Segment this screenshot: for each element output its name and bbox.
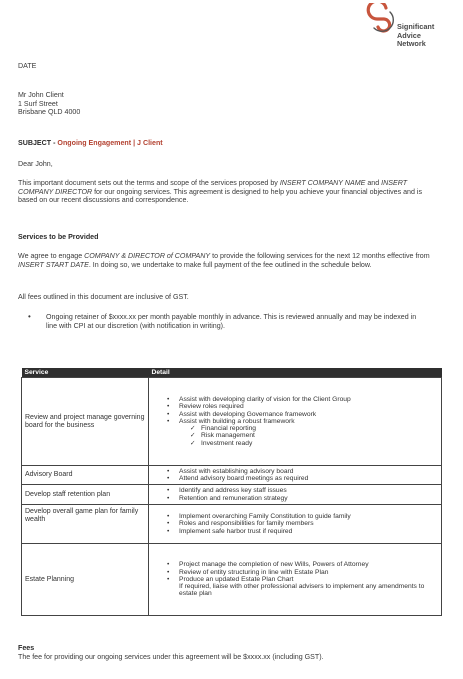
recipient-address	[18, 91, 80, 117]
header-detail: Detail	[149, 368, 442, 378]
logo-text	[397, 23, 434, 49]
logo-mark-icon	[366, 3, 396, 33]
agree-text-2: to provide the following services for the next 12 months effective from	[210, 252, 430, 260]
subject-line	[18, 139, 163, 148]
intro-company-name: INSERT COMPANY NAME	[279, 179, 366, 187]
table-row	[22, 485, 442, 505]
intro-text-2: and	[365, 179, 382, 187]
detail-cell	[149, 485, 442, 505]
detail-item: • Implement safe harbor trust if required	[149, 528, 439, 535]
check-item: ✓ Risk management	[149, 432, 439, 439]
detail-item: • Produce an updated Estate Plan Chart	[149, 576, 439, 583]
agree-company: COMPANY & DIRECTOR of COMPANY	[84, 252, 211, 260]
retainer-text: Ongoing retainer of $xxxx.xx per month payable monthly in advance. This is reviewed annually and may be indexed in line with CPI at our discretion (with notification in writing).	[46, 313, 417, 330]
detail-cell	[149, 378, 442, 466]
company-logo	[366, 3, 458, 59]
service-cell: Advisory Board	[22, 466, 149, 485]
recipient-street: 1 Surf Street	[18, 99, 58, 108]
detail-item: • Assist with developing Governance framework	[149, 411, 439, 418]
intro-text-1: This important document sets out the terms and scope of the services proposed by	[18, 179, 280, 187]
gst-note: All fees outlined in this document are inclusive of GST.	[18, 293, 189, 301]
table-row	[22, 378, 442, 466]
detail-item: • Attend advisory board meetings as required	[149, 475, 439, 482]
subject-prefix: SUBJECT -	[18, 139, 58, 147]
logo-line-1: Significant	[397, 22, 435, 31]
check-item: ✓ Investment ready	[149, 440, 439, 447]
service-cell: Review and project manage governing board for the business	[22, 378, 149, 466]
check-item: ✓ Financial reporting	[149, 425, 439, 432]
logo-line-2: Advice	[397, 30, 421, 40]
subject-text: Ongoing Engagement | J Client	[57, 139, 163, 147]
recipient-name: Mr John Client	[18, 91, 64, 99]
salutation: Dear John,	[18, 160, 53, 168]
fees-text: The fee for providing our ongoing services under this agreement will be $xxxx.xx (including GST).	[18, 653, 324, 661]
detail-note: If required, liaise with other professional advisers to implement any amendments to estate plan	[179, 583, 425, 598]
detail-cell	[149, 466, 442, 485]
service-cell: Develop overall game plan for family wealth	[22, 505, 149, 544]
detail-item: • Identify and address key staff issues	[149, 487, 439, 494]
intro-paragraph	[18, 179, 430, 205]
detail-item: • Review roles required	[149, 403, 439, 410]
recipient-city: Brisbane QLD 4000	[18, 108, 81, 117]
detail-cell	[149, 505, 442, 544]
intro-text-3: for our ongoing services. This agreement is designed to help you achieve your financial objectives and is based on our recent discussions and correspondence.	[18, 187, 423, 205]
table-row	[22, 466, 442, 485]
detail-item: • Implement overarching Family Constitution to guide family	[149, 513, 439, 520]
detail-item: • Project manage the completion of new Wills, Powers of Attorney	[149, 561, 439, 568]
fees-heading: Fees	[18, 644, 35, 652]
service-cell: Develop staff retention plan	[22, 485, 149, 505]
detail-item: • Assist with developing clarity of vision for the Client Group	[149, 396, 439, 403]
detail-item: • Retention and remuneration strategy	[149, 495, 439, 502]
intro-company-director: INSERT COMPANY DIRECTOR	[18, 179, 408, 196]
services-table	[21, 368, 442, 616]
bullet-icon: •	[28, 312, 31, 321]
agree-start-date: INSERT START DATE	[18, 260, 89, 269]
service-cell: Estate Planning	[22, 544, 149, 616]
detail-item: • Assist with establishing advisory board	[149, 468, 439, 475]
agree-text-1: We agree to engage	[18, 252, 85, 260]
table-row	[22, 505, 442, 544]
logo-line-3: Network	[397, 39, 426, 48]
detail-item: • Review of entity structuring in line with Estate Plan	[149, 569, 439, 576]
detail-cell	[149, 544, 442, 616]
agree-text-3: . In doing so, we undertake to make full payment of the fee outlined in the schedule below.	[88, 260, 372, 269]
services-heading: Services to be Provided	[18, 233, 99, 241]
detail-item: • Roles and responsibilities for family members	[149, 520, 439, 527]
date-field: DATE	[18, 62, 37, 70]
detail-item: • Assist with building a robust framework	[149, 418, 439, 425]
table-row	[22, 544, 442, 616]
agreement-paragraph	[18, 252, 434, 269]
table-header-row	[22, 368, 442, 378]
header-service: Service	[22, 368, 149, 378]
